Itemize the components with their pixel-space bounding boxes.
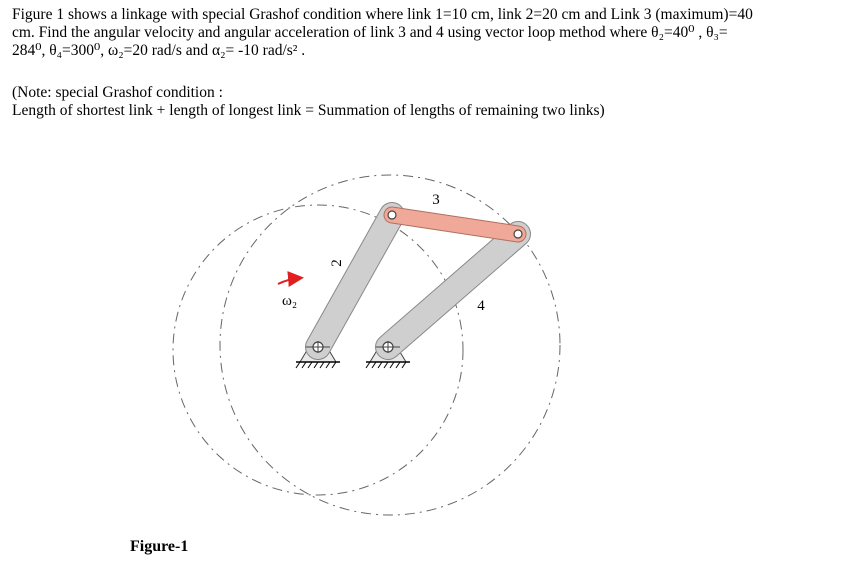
problem-line-3: 284⁰, θ₄=300⁰, ω₂=20 rad/s and α₂= -10 rad/s² . <box>12 42 306 59</box>
figure-caption: Figure-1 <box>130 538 189 555</box>
note-line-1: (Note: special Grashof condition : <box>12 84 223 101</box>
problem-line-2: cm. Find the angular velocity and angular acceleration of link 3 and 4 using vector loop method where θ₂=40⁰ , θ₃= <box>12 24 728 41</box>
link-4-label: 4 <box>477 298 485 314</box>
link-2-label: 2 <box>329 259 345 267</box>
note-line-2: Length of shortest link + length of longest link = Summation of lengths of remaining two links) <box>12 102 605 119</box>
omega2-label: ω₂ <box>282 293 298 309</box>
omega2-arrow <box>278 278 300 284</box>
joint-B <box>514 230 522 238</box>
link-3-label: 3 <box>432 192 440 208</box>
joint-A <box>388 211 396 219</box>
problem-line-1: Figure 1 shows a linkage with special Grashof condition where link 1=10 cm, link 2=20 cm and Link 3 (maximum)=40 <box>12 6 753 23</box>
